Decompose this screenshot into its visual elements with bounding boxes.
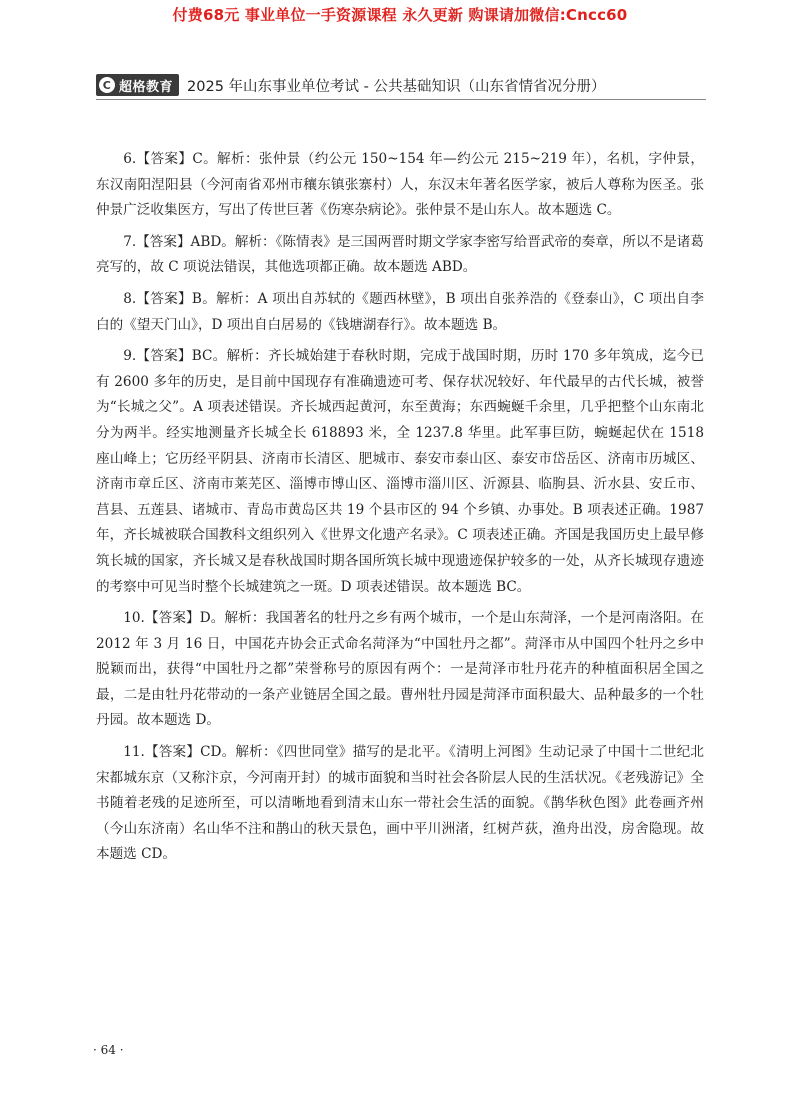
answer-paragraph-9: 9.【答案】BC。解析：齐长城始建于春秋时期，完成于战国时期，历时 170 多年筑成，迄今已有 2600 多年的历史，是目前中国现存有准确遗迹可考、保存状况较好、年代最早的古代长城，被誉为“长城之父”。A 项表述错误。齐长城西起黄河，东至黄海；东西蜿蜒千余里，几乎把整个山东南北分为两半。经实地测量齐长城全长 618893 米，全 1237.8 华里。此军事巨防，蜿蜒起伏在 1518 座山峰上；它历经平阴县、济南市长清区、肥城市、泰安市泰山区、泰安市岱岳区、济南市历城区、济南市章丘区、济南市莱芜区、淄博市博山区、淄博市淄川区、沂源县、临朐县、沂水县、安丘市、莒县、五莲县、诸城市、青岛市黄岛区共 19 个县市区的 94 个乡镇、办事处。B 项表述正确。1987 年，齐长城被联合国教科文组织列入《世界文化遗产名录》。C 项表述正确。齐国是我国历史上最早修筑长城的国家，齐长城又是春秋战国时期各国所筑长城中现遗迹保护较多的一处，从齐长城现存遗迹的考察中可见当时整个长城建筑之一斑。D 项表述错误。故本题选 BC。 [96, 348, 704, 595]
logo-text: 超格教育 [119, 79, 174, 95]
logo-icon: C [99, 77, 115, 93]
answer-paragraph-8: 8.【答案】B。解析：A 项出自苏轼的《题西林壁》，B 项出自张养浩的《登泰山》，C 项出自李白的《望天门山》，D 项出自白居易的《钱塘湖春行》。故本题选 B。 [96, 290, 704, 333]
answer-paragraph-6: 6.【答案】C。解析：张仲景（约公元 150~154 年—约公元 215~219 年），名机，字仲景，东汉南阳涅阳县（今河南省邓州市穰东镇张寨村）人，东汉末年著名医学家，被后人尊称为医圣。张仲景广泛收集医方，写出了传世巨著《伤寒杂病论》。张仲景不是山东人。故本题选 C。 [96, 151, 704, 219]
answer-paragraph-7: 7.【答案】ABD。解析：《陈情表》是三国两晋时期文学家李密写给晋武帝的奏章，所以不是诸葛亮写的，故 C 项说法错误，其他选项都正确。故本题选 ABD。 [96, 233, 704, 276]
publisher-logo [96, 74, 179, 96]
answer-paragraph-11: 11.【答案】CD。解析：《四世同堂》描写的是北平。《清明上河图》生动记录了中国十二世纪北宋都城东京（又称汴京，今河南开封）的城市面貌和当时社会各阶层人民的生活状况。《老残游记》全书随着老残的足迹所至，可以清晰地看到清末山东一带社会生活的面貌。《鹊华秋色图》此卷画齐州（今山东济南）名山华不注和鹊山的秋天景色，画中平川洲渚，红树芦荻，渔舟出没，房舍隐现。故本题选 CD。 [96, 744, 704, 863]
header-divider [96, 99, 706, 100]
answer-content [96, 147, 704, 874]
document-title: 2025 年山东事业单位考试 - 公共基础知识（山东省情省况分册） [187, 78, 606, 95]
page-number: · 64 · [93, 1043, 124, 1057]
answer-paragraph-10: 10.【答案】D。解析：我国著名的牡丹之乡有两个城市，一个是山东菏泽，一个是河南洛阳。在 2012 年 3 月 16 日，中国花卉协会正式命名菏泽为“中国牡丹之都”。菏泽市从中国四个牡丹之乡中脱颖而出，获得“中国牡丹之都”荣誉称号的原因有两个：一是菏泽市牡丹花卉的种植面积居全国之最，二是由牡丹花带动的一条产业链居全国之最。曹州牡丹园是菏泽市面积最大、品种最多的一个牡丹园。故本题选 D。 [96, 610, 704, 729]
promo-banner: 付费68元 事业单位一手资源课程 永久更新 购课请加微信:Cncc60 [172, 6, 628, 24]
page-header [96, 73, 716, 97]
